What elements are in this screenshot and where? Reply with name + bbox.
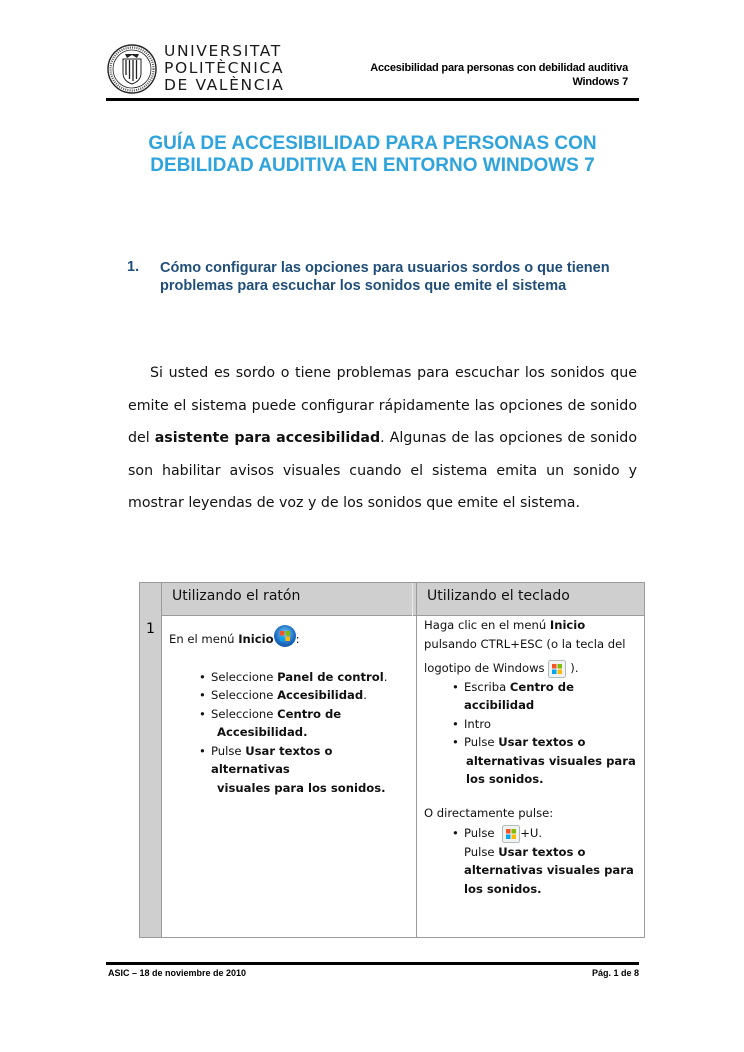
step-text: Seleccione: [211, 688, 278, 702]
mouse-intro-text: :: [295, 632, 300, 646]
step-bold: alternativas visuales para: [464, 863, 634, 877]
step-text: Escriba: [464, 679, 510, 694]
list-item: • Seleccione Panel de control.: [199, 669, 388, 684]
step-bold: alternativas visuales para: [466, 753, 636, 768]
step-text: +U.: [520, 826, 543, 840]
section-number: 1.: [127, 259, 140, 275]
list-item: • Pulse Usar textos o alternativas visuales para los sonidos.: [199, 743, 386, 795]
list-item: • Seleccione Accesibilidad.: [199, 688, 367, 702]
step-text: Pulse: [464, 844, 499, 859]
step-text: Pulse: [211, 743, 246, 758]
footer-rule: [106, 962, 639, 965]
header-rule: [106, 98, 639, 101]
page-title: [106, 133, 639, 177]
header-subject-line: Accesibilidad para personas con debilidad auditiva: [370, 62, 628, 74]
step-bold: Usar textos o: [498, 844, 586, 859]
mouse-instructions: [169, 625, 414, 797]
intro-paragraph: [128, 357, 637, 520]
step-text: Pulse: [464, 826, 499, 840]
header-separator: [412, 583, 413, 616]
step-bold: los sonidos.: [466, 772, 544, 786]
paragraph-bold-term: asistente para accesibilidad: [154, 430, 381, 446]
keyboard-steps-list: [452, 678, 642, 789]
windows-logo-icon: [502, 825, 520, 843]
windows-logo-icon: [548, 660, 566, 678]
list-item: • Seleccione Centro de Accesibilidad.: [199, 706, 342, 739]
mouse-intro-bold: Inicio: [238, 632, 274, 646]
keyboard-intro-text: Haga clic en el menú: [424, 618, 550, 632]
step-bold: Accesibilidad: [277, 688, 364, 702]
step-bold: Usar textos o: [498, 735, 586, 749]
university-logo: [107, 42, 285, 97]
step-text: Seleccione: [211, 706, 278, 721]
direct-label: O directamente pulse:: [424, 805, 554, 820]
list-item: • Escriba Centro de accibilidad: [452, 679, 574, 712]
keyboard-intro-text: ).: [570, 661, 579, 675]
footer-author-date: ASIC – 18 de noviembre de 2010: [108, 968, 247, 978]
university-seal-icon: [107, 44, 157, 94]
paragraph-text: . Algunas de las opciones de sonido son habilitar avisos visuales cuando el sistema emita un sonido y mostrar leyendas de voz y de los sonidos que emite el sistema.: [128, 430, 637, 511]
university-name-line: DE VALÈNCIA: [164, 76, 285, 94]
mouse-steps-list: [199, 668, 414, 798]
step-text: Intro: [464, 716, 491, 731]
windows-start-orb-icon: [274, 625, 296, 647]
page-number: Pág. 1 de 8: [591, 968, 639, 978]
column-divider: [416, 583, 417, 937]
step-bold: Centro de: [277, 706, 342, 721]
header-doc-subject: [370, 61, 628, 89]
step-text: Seleccione: [211, 669, 278, 684]
instructions-table: [139, 582, 645, 938]
direct-steps-list: [452, 824, 642, 898]
step-bold: Usar textos o alternativas: [211, 743, 333, 776]
list-item: • Pulse +U. Pulse Usar textos o alternativas visuales para los sonidos.: [452, 826, 634, 896]
section-heading: Cómo configurar las opciones para usuarios sordos o que tienen problemas para escuchar los sonidos que emite el sistema: [160, 260, 610, 294]
title-line: GUÍA DE ACCESIBILIDAD PARA PERSONAS CON: [148, 133, 597, 154]
row-number: 1: [146, 621, 155, 637]
step-bold: accibilidad: [464, 698, 535, 712]
step-text: Pulse: [464, 735, 499, 749]
step-text: .: [363, 688, 367, 702]
keyboard-intro-text: pulsando CTRL+ESC (o la tecla del: [424, 636, 626, 651]
header-mouse: Utilizando el ratón: [172, 588, 301, 604]
step-text: .: [383, 669, 388, 684]
step-bold: Accesibilidad.: [217, 725, 308, 739]
university-name: [164, 43, 285, 94]
step-bold: Panel de control: [277, 669, 384, 684]
header-keyboard: Utilizando el teclado: [427, 588, 570, 604]
keyboard-intro: [424, 616, 642, 653]
university-name-line: POLITÈCNICA: [164, 59, 285, 77]
university-name-line: UNIVERSITAT: [164, 42, 282, 60]
keyboard-intro-text: logotipo de Windows: [424, 661, 549, 675]
mouse-intro-text: En el menú: [169, 632, 239, 646]
list-item: • Intro: [452, 716, 491, 731]
list-item: • Pulse Usar textos o alternativas visuales para los sonidos.: [452, 735, 636, 786]
step-bold: Centro de: [509, 679, 574, 694]
keyboard-intro-bold: Inicio: [549, 618, 586, 632]
step-bold: visuales para los sonidos.: [217, 780, 386, 795]
step-bold: los sonidos.: [464, 881, 542, 896]
paragraph-text: Si usted es sordo o tiene problemas para escuchar los sonidos que emite el sistema puede configurar rápidamente las opciones de sonido del: [128, 365, 637, 446]
mouse-intro: [169, 625, 414, 649]
keyboard-instructions: [424, 616, 642, 898]
header-subject-line: Windows 7: [572, 76, 628, 88]
keyboard-intro-line: [424, 659, 642, 678]
title-line: DEBILIDAD AUDITIVA EN ENTORNO WINDOWS 7: [150, 155, 595, 176]
